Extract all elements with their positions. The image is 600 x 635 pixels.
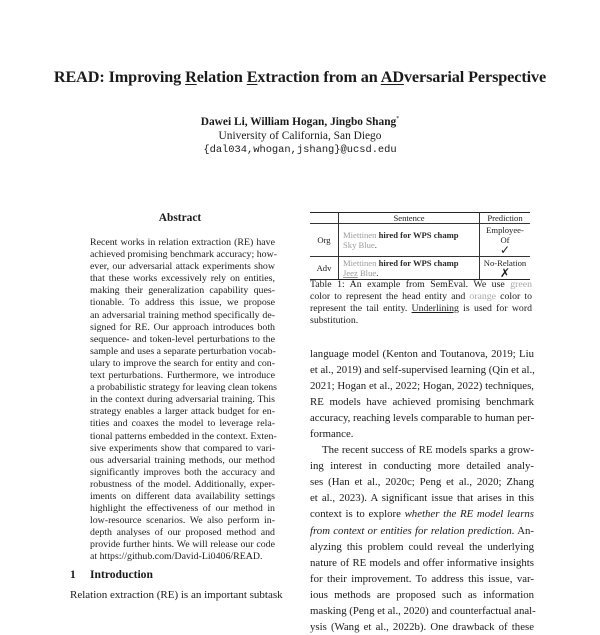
color-word: green: [510, 279, 532, 290]
title-text: versarial Perspective: [403, 68, 547, 86]
body-text: An-: [514, 524, 534, 537]
authors: Dawei Li, William Hogan, Jingbo Shang: [200, 116, 397, 128]
head-entity: Miettinen: [343, 258, 377, 268]
abstract-line: ulary to improve the search for entity and con-: [90, 357, 275, 369]
abstract-line: ous adversarial training methods, our method: [90, 454, 275, 466]
prediction-cell: [480, 224, 531, 257]
check-mark-icon: ✓: [499, 243, 511, 257]
table-header-row: [310, 213, 530, 224]
abstract-heading: Abstract: [158, 212, 202, 224]
title-text: elation: [196, 68, 247, 86]
body-line: ing interest in conducting more detailed analy-: [310, 460, 534, 473]
body-line: accuracy, reaching levels comparable to human per-: [310, 412, 535, 425]
abstract-line: in the context during adversarial training. This: [90, 394, 275, 406]
body-line: ious methods are proposed such as information: [310, 588, 534, 601]
body-line: alyzing this problem could reveal the underlying: [310, 540, 534, 553]
author-list: [0, 116, 600, 128]
body-line: for their improvement. To address this issue, var-: [310, 572, 534, 585]
context-text: hired for WPS champ: [376, 230, 459, 240]
substituted-tail-entity: Jeez: [343, 268, 358, 278]
caption-line: [310, 291, 532, 303]
emphasized-text: whether the RE model learns: [404, 508, 534, 521]
body-line: et al., 2019) and self-supervised learning (Qin et al.,: [310, 364, 535, 377]
body-line: RE models have achieved promising benchmark: [310, 396, 534, 409]
abstract-line: tities and coaxes the model to leverage rela-: [90, 418, 275, 430]
context-text: hired for WPS champ: [376, 258, 459, 268]
abstract-line: that these works excessively rely on entities,: [90, 273, 275, 285]
caption-text: color to represent the head entity and: [310, 291, 470, 302]
caption-text: color to: [496, 291, 532, 302]
abstract-line: depth analyses of our proposed method and: [90, 527, 275, 539]
head-entity: Miettinen: [343, 230, 377, 240]
abstract-line: Recent works in relation extraction (RE) have: [90, 237, 275, 248]
caption-text: substitution.: [310, 315, 359, 326]
body-line: nature of RE models and offer informative insights: [310, 556, 534, 569]
caption-line: [310, 315, 532, 327]
row-label: Org: [310, 224, 339, 257]
abstract-line: achieved promising benchmark accuracy; how-: [90, 249, 277, 261]
abstract-line: strategy enables a larger attack budget for en-: [90, 406, 275, 418]
abstract-line: tional patterns embedded in the context. Exten-: [90, 430, 277, 442]
emphasized-text: from context or entities for relation prediction.: [310, 524, 515, 537]
abstract-line: sequence- and token-level perturbations to the: [90, 333, 275, 345]
body-line: et al., 2023). A significant issue that arises in this: [310, 492, 534, 505]
body-line: ses (Han et al., 2020c; Peng et al., 2020; Zhang: [310, 476, 534, 489]
section-heading-introduction: [70, 568, 153, 581]
table-header-prediction: Prediction: [480, 213, 531, 224]
caption-text: represent the tail entity.: [310, 303, 412, 314]
title-text: xtraction from an: [257, 68, 381, 86]
cross-mark-icon: ✗: [499, 266, 511, 280]
section-title: Introduction: [90, 568, 153, 581]
abstract-line: a probabilistic strategy for leaving clean tokens: [90, 382, 278, 394]
row-label: Adv: [310, 257, 339, 280]
section-number: 1: [70, 568, 76, 581]
color-word: orange: [469, 291, 497, 302]
abstract-line: ever, our adversarial attack experiments show: [90, 261, 275, 273]
body-line: 2021; Hogan et al., 2022; Hogan, 2022) techniques,: [310, 380, 534, 393]
title-underlined-letter: E: [246, 68, 258, 86]
body-line: [310, 506, 534, 522]
prediction-cell: [480, 257, 531, 280]
abstract-line: iments on different data availability settings: [90, 490, 275, 502]
abstract-line: tionable. To address this issue, we propose: [90, 297, 275, 309]
abstract-body: [90, 237, 278, 564]
introduction-body-right-column: [310, 346, 534, 635]
abstract-line: sample and uses a separate perturbation vocab-: [90, 345, 276, 357]
abstract-line: low-resource scenarios. We also perform in-: [90, 515, 275, 527]
author-email: {dal034,whogan,jshang}@ucsd.edu: [203, 144, 397, 156]
abstract-line: text perturbations. Furthermore, we introduce: [90, 370, 275, 382]
prediction-label: No-Relation: [483, 258, 527, 268]
abstract-line: significantly improves both the accuracy and: [90, 466, 275, 478]
paper-title: [0, 68, 600, 87]
caption-line: [310, 279, 532, 291]
title-underlined-letter: AD: [380, 68, 404, 86]
abstract-line: sive experiments show that compared to vari-: [90, 442, 275, 454]
body-text: context is to explore: [310, 508, 405, 521]
footnote-mark: *: [396, 116, 400, 123]
table-row: [310, 257, 530, 280]
body-line: formance.: [310, 428, 354, 441]
caption-text: Table 1: An example from SemEval. We use: [310, 279, 511, 290]
abstract-line: an adversarial training method specifically de-: [90, 309, 275, 321]
tail-entity-rest: Blue: [356, 240, 375, 250]
body-line: The recent success of RE models sparks a grow-: [322, 444, 534, 457]
table-header-sentence: Sentence: [339, 213, 480, 224]
abstract-line: provide further hints. We will release our code: [90, 539, 275, 551]
prediction-label: Employee-Of: [486, 225, 524, 245]
abstract-line: highlight the effectiveness of our method in: [90, 503, 275, 515]
title-text: READ: Improving: [53, 68, 186, 86]
body-line: ysis (Wang et al., 2022b). One drawback of these: [310, 620, 534, 633]
introduction-first-line: Relation extraction (RE) is an important subtask: [70, 589, 283, 601]
underlined-word: Underlining: [411, 303, 459, 314]
abstract-line: robustness of the model. Additionally, exper-: [90, 478, 275, 490]
body-line: masking (Peng et al., 2020) and counterfactual anal-: [310, 604, 536, 617]
table-caption: [310, 279, 532, 327]
sentence-cell: [339, 257, 480, 280]
table-header-corner: [310, 213, 339, 224]
body-line: [310, 523, 534, 539]
abstract-line: at https://github.com/David-Li0406/READ.: [90, 551, 263, 563]
sentence-end: .: [374, 240, 377, 250]
title-underlined-letter: R: [185, 68, 197, 86]
abstract-line: signed for RE. Our approach introduces both: [90, 321, 275, 333]
caption-text: is used for word: [458, 303, 532, 314]
sentence-cell: [339, 224, 480, 257]
example-table: [310, 212, 530, 280]
body-line: language model (Kenton and Toutanova, 2019; Liu: [310, 348, 534, 360]
table-row: [310, 224, 530, 257]
abstract-line: making their generalization capability ques-: [90, 285, 275, 297]
affiliation: University of California, San Diego: [218, 130, 382, 142]
caption-line: [310, 303, 532, 315]
tail-entity-rest: Blue: [357, 268, 377, 278]
tail-entity: Sky: [343, 240, 357, 250]
sentence-end: .: [376, 268, 379, 278]
